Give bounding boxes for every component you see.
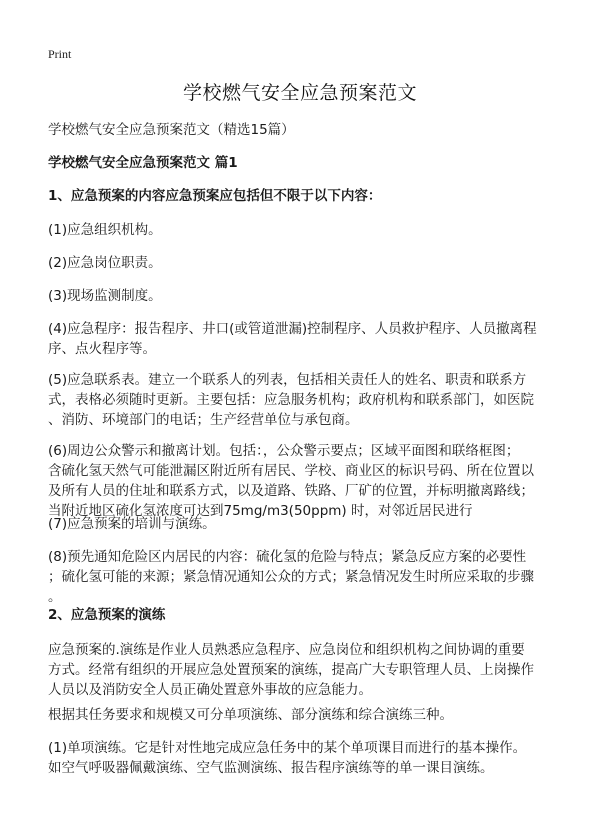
text-line: 根据其任务要求和规模又可分单项演练、部分演练和综合演练三种。 bbox=[48, 707, 453, 723]
heading-1: 1、应急预案的内容应急预案应包括但不限于以下内容： bbox=[48, 188, 382, 204]
text-line: (8)预先通知危险区内居民的内容：硫化氢的危险与特点；紧急反应方案的必要性 bbox=[48, 549, 527, 565]
text-line: (7)应急预案的培训与演练。 bbox=[48, 516, 216, 532]
paragraph-2 bbox=[48, 705, 568, 725]
text-line: (1)单项演练。它是针对性地完成应急任务中的某个单项课目而进行的基本操作。 bbox=[48, 740, 527, 756]
section-title: 学校燃气安全应急预案范文 篇1 bbox=[48, 155, 238, 171]
heading-2: 2、应急预案的演练 bbox=[48, 607, 166, 623]
list-item-6 bbox=[48, 441, 568, 521]
list-item-3 bbox=[48, 286, 568, 306]
list-item-5 bbox=[48, 370, 568, 430]
text-line: (1)应急组织机构。 bbox=[48, 222, 162, 238]
document-subtitle: 学校燃气安全应急预案范文（精选15篇） bbox=[48, 122, 295, 138]
text-line: 式，表格必须随时更新。主要包括：应急服务机构；政府机构和联系部门，如医院 bbox=[48, 392, 534, 408]
text-line: (2)应急岗位职责。 bbox=[48, 255, 162, 271]
list-item-7 bbox=[48, 514, 568, 534]
text-line: (5)应急联系表。建立一个联系人的列表，包括相关责任人的姓名、职责和联系方 bbox=[48, 372, 527, 388]
text-line: (3)现场监测制度。 bbox=[48, 288, 162, 304]
list-item-1 bbox=[48, 220, 568, 240]
text-line: 应急预案的.演练是作业人员熟悉应急程序、应急岗位和组织机构之间协调的重要 bbox=[48, 642, 525, 658]
text-line: 序、点火程序等。 bbox=[48, 341, 156, 357]
text-line: 。 bbox=[48, 589, 62, 605]
list-item-2 bbox=[48, 253, 568, 273]
paragraph-1 bbox=[48, 640, 568, 700]
document-title: 学校燃气安全应急预案范文 bbox=[182, 82, 417, 104]
print-label: Print bbox=[48, 47, 72, 61]
text-line: 、消防、环境部门的电话；生产经营单位与承包商。 bbox=[48, 412, 359, 428]
text-line: 含硫化氢天然气可能泄漏区附近所有居民、学校、商业区的标识号码、所在位置以 bbox=[48, 463, 534, 479]
text-line: (4)应急程序：报告程序、井口(或管道泄漏)控制程序、人员救护程序、人员撤离程 bbox=[48, 321, 537, 337]
text-line: 当附近地区硫化氢浓度可达到75mg/m3(50ppm) 时，对邻近居民进行 bbox=[48, 503, 473, 519]
text-line: 及所有人员的住址和联系方式，以及道路、铁路、厂矿的位置，并标明撤离路线； bbox=[48, 483, 534, 499]
list-item-4 bbox=[48, 319, 568, 359]
paragraph-3 bbox=[48, 738, 568, 778]
text-line: ；硫化氢可能的来源；紧急情况通知公众的方式；紧急情况发生时所应采取的步骤 bbox=[48, 569, 534, 585]
text-line: 人员以及消防安全人员正确处置意外事故的应急能力。 bbox=[48, 682, 372, 698]
text-line: 方式。经常有组织的开展应急处置预案的演练，提高广大专职管理人员、上岗操作 bbox=[48, 662, 534, 678]
text-line: (6)周边公众警示和撤离计划。包括：，公众警示要点；区域平面图和联络框图； bbox=[48, 443, 520, 459]
text-line: 如空气呼吸器佩戴演练、空气监测演练、报告程序演练等的单一课目演练。 bbox=[48, 760, 494, 776]
list-item-8 bbox=[48, 547, 568, 607]
